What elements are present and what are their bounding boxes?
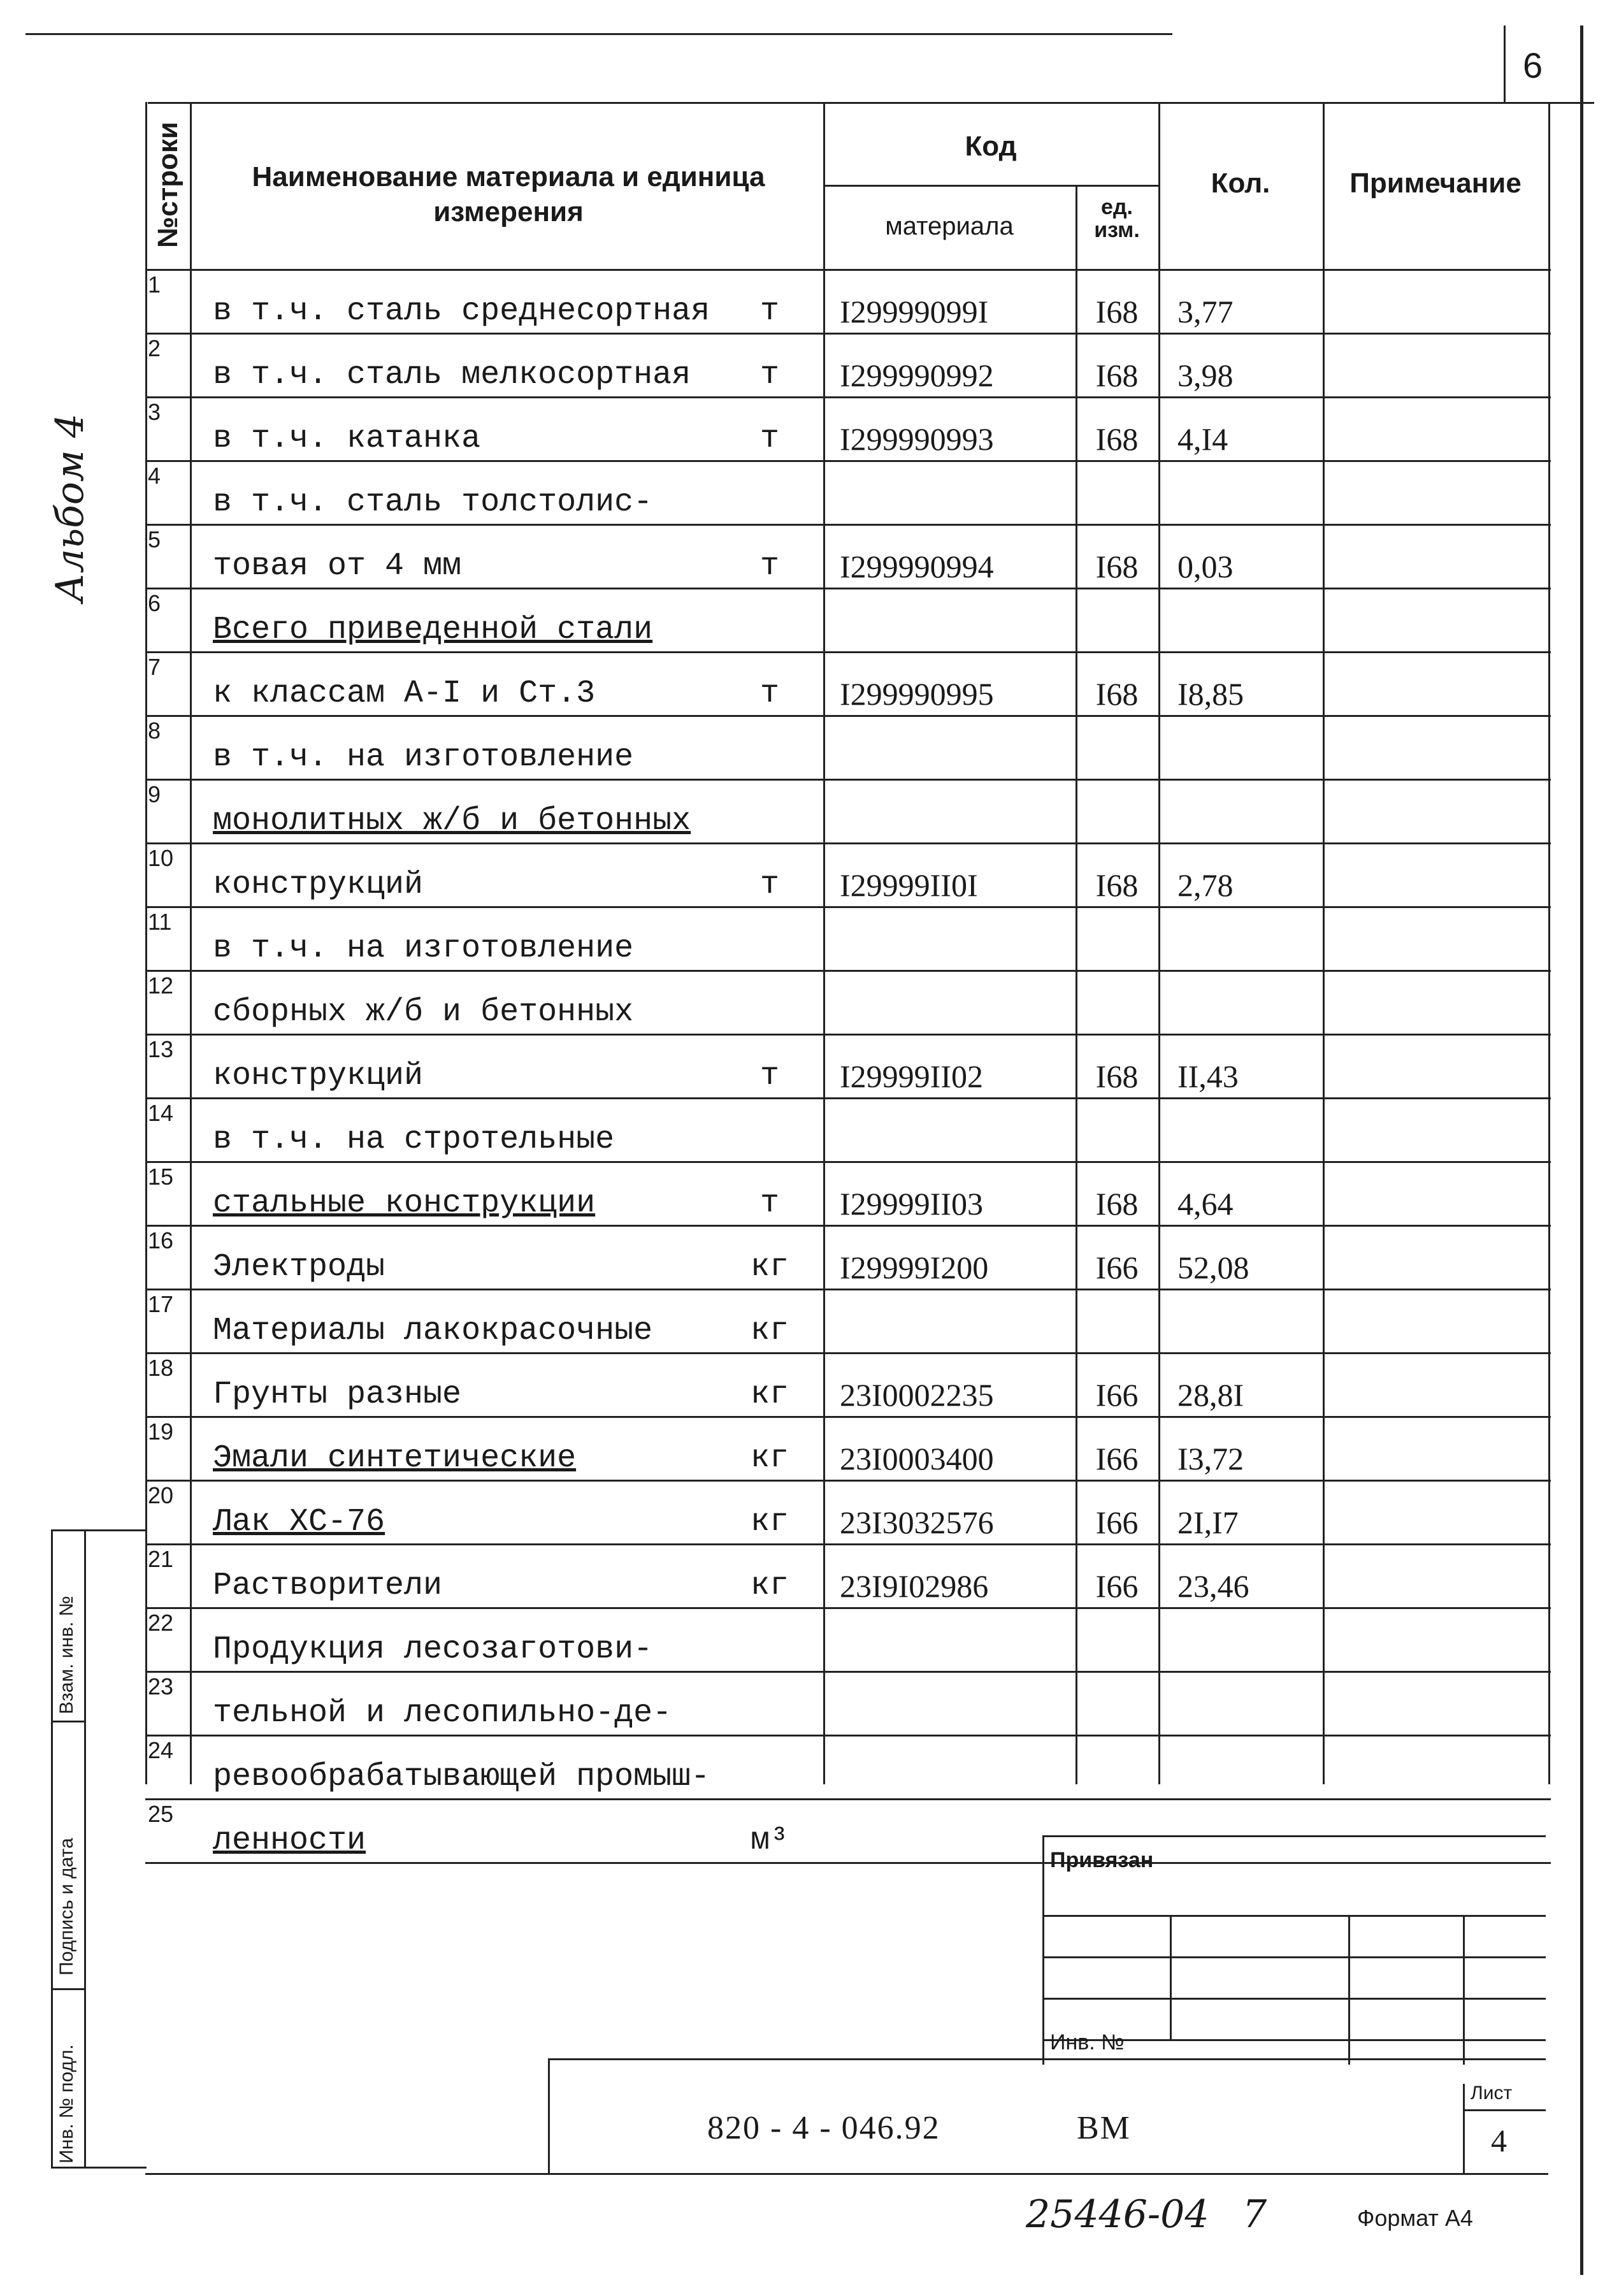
sheet-label: Лист [1471,2083,1513,2104]
table-row [145,588,1551,651]
stamp-inv-no: Инв. № [1050,2030,1125,2054]
row-number: 15 [148,1164,174,1190]
row-name: в т.ч. сталь среднесортная [213,293,710,329]
row-qty: 28,8I [1177,1377,1244,1413]
header-row-no: №строки [152,122,183,248]
row-number: 13 [148,1036,174,1062]
row-name: в т.ч. сталь толстолис- [213,484,653,521]
row-qty: I3,72 [1177,1441,1244,1477]
table-row [145,1352,1551,1416]
row-unit: т [759,357,779,393]
row-name: Лак ХС-76 [213,1504,385,1540]
row-unit: кг [750,1568,789,1604]
row-unit-code: I68 [1095,357,1139,393]
row-code: 23I0003400 [840,1441,994,1477]
header-qty: Кол. [1211,168,1270,199]
side-vzam: Взам. инв. № [56,1596,77,1714]
header-code-unit: ед. изм. [1094,195,1140,242]
row-number: 5 [148,526,161,552]
row-qty: II,43 [1177,1058,1239,1094]
table-row [145,1289,1551,1352]
row-code: 23I0002235 [840,1377,994,1413]
row-unit-code: I66 [1095,1250,1139,1285]
table-row [145,460,1551,524]
row-unit: т [759,1185,779,1222]
row-number: 12 [148,972,174,999]
row-name: Эмали синтетические [213,1440,577,1477]
row-number: 8 [148,718,161,744]
row-code: 23I3032576 [840,1505,994,1540]
row-name: товая от 4 мм [213,548,462,584]
row-unit: кг [750,1249,789,1285]
row-unit-code: I66 [1095,1377,1139,1413]
row-name: Грунты разные [213,1376,462,1413]
row-name: в т.ч. на изготовление [213,930,634,967]
row-qty: 4,64 [1177,1186,1234,1222]
row-number: 3 [148,399,161,425]
row-unit-code: I68 [1095,676,1139,712]
row-code: I29999I200 [840,1250,989,1285]
row-qty: 4,I4 [1177,421,1228,457]
row-qty: I8,85 [1177,676,1244,712]
table-row [145,1225,1551,1289]
row-unit-code: I68 [1095,1058,1139,1094]
row-name: ленности [213,1823,366,1859]
row-unit-code: I66 [1095,1568,1139,1604]
side-stamp-mid [84,1529,86,2167]
row-name: сборных ж/б и бетонных [213,994,634,1030]
footer-handwritten: 25446-04 [1026,2192,1209,2237]
table-row [145,1607,1551,1671]
row-unit: т [759,675,779,712]
header-name: Наименование материала и единица измерения [252,161,765,227]
table-header [145,102,1551,269]
table-row [145,269,1551,333]
row-name: стальные конструкции [213,1185,596,1222]
row-number: 23 [148,1673,174,1700]
table-row [145,906,1551,970]
frame-right-line [1580,25,1583,2275]
row-unit: кг [750,1440,789,1477]
row-code: I299990992 [840,357,994,393]
row-name: в т.ч. сталь мелкосортная [213,357,691,393]
row-unit: кг [750,1504,789,1540]
row-qty: 2,78 [1177,867,1234,903]
row-unit: т [759,293,779,329]
row-unit: т [759,867,779,903]
row-number: 18 [148,1355,174,1381]
table-row [145,779,1551,842]
row-code: I29999II03 [840,1186,983,1222]
row-code: I299990993 [840,421,994,457]
table-row [145,1034,1551,1097]
row-name: в т.ч. катанка [213,421,481,457]
row-number: 20 [148,1482,174,1508]
row-number: 21 [148,1546,174,1572]
table-row [145,1735,1551,1798]
footer-format: Формат А4 [1357,2205,1473,2231]
row-number: 25 [148,1801,174,1827]
table-row [145,1097,1551,1161]
doc-title-block [548,2058,1546,2173]
row-unit-code: I68 [1095,294,1139,329]
row-name: ревообрабатывающей промыш- [213,1759,710,1795]
table-row [145,524,1551,588]
row-code: 23I9I02986 [840,1568,989,1604]
row-qty: 2I,I7 [1177,1505,1239,1540]
row-number: 2 [148,335,161,361]
row-name: Всего приведенной стали [213,612,653,648]
row-code: I29999II0I [840,867,978,903]
row-unit: кг [750,1376,789,1413]
side-inv-podl: Инв. № подл. [56,2044,77,2163]
row-unit-code: I68 [1095,549,1139,584]
row-name: к классам А-I и Ст.3 [213,675,596,712]
row-name: тельной и лесопильно-де- [213,1695,672,1731]
table-row [145,1416,1551,1480]
row-unit: т [759,421,779,457]
row-name: в т.ч. на изготовление [213,739,634,776]
page-number: 6 [1523,45,1543,85]
bottom-frame [145,2173,1548,2175]
table-row [145,396,1551,460]
row-code: I299990995 [840,676,994,712]
table-row [145,333,1551,396]
table-row [145,970,1551,1034]
stamp-block [1042,1835,1546,2065]
side-podpis: Подпись и дата [56,1838,77,1975]
row-qty: 3,98 [1177,357,1234,393]
row-qty: 0,03 [1177,549,1234,584]
row-number: 16 [148,1227,174,1253]
row-number: 17 [148,1291,174,1317]
album-note: Альбом 4 [48,413,92,602]
row-number: 4 [148,463,161,489]
row-qty: 23,46 [1177,1568,1249,1604]
row-number: 14 [148,1100,174,1126]
row-name: конструкций [213,867,424,903]
row-number: 9 [148,781,161,807]
header-code-material: материала [885,212,1014,240]
row-number: 1 [148,271,161,298]
row-unit: кг [750,1313,789,1349]
row-qty: 52,08 [1177,1250,1249,1285]
row-code: I29999099I [840,294,989,329]
row-unit: т [759,548,779,584]
row-number: 19 [148,1419,174,1445]
row-number: 10 [148,845,174,871]
table-row [145,651,1551,715]
row-unit-code: I66 [1095,1441,1139,1477]
footer-copy-no: 7 [1242,2192,1267,2237]
row-number: 7 [148,654,161,680]
table-row [145,1671,1551,1735]
row-name: Продукция лесозаготови- [213,1631,653,1668]
row-name: Материалы лакокрасочные [213,1313,653,1349]
row-unit: м³ [750,1823,789,1859]
row-name: Растворители [213,1568,443,1604]
row-code: I29999II02 [840,1058,983,1094]
row-unit-code: I68 [1095,421,1139,457]
row-code: I299990994 [840,549,994,584]
row-number: 11 [148,909,172,935]
doc-suffix: ВМ [1077,2110,1131,2146]
row-unit-code: I66 [1095,1505,1139,1540]
doc-code: 820 - 4 - 046.92 [707,2110,940,2146]
side-stamp-left [51,1529,53,2167]
stamp-privyazan: Привязан [1050,1848,1154,1872]
header-code: Код [965,131,1017,162]
row-unit: т [759,1058,779,1094]
row-name: Электроды [213,1249,385,1285]
row-name: монолитных ж/б и бетонных [213,803,691,839]
row-number: 6 [148,590,161,616]
top-border [25,33,1172,35]
row-unit-code: I68 [1095,1186,1139,1222]
header-note: Примечание [1349,168,1522,199]
table-row [145,715,1551,779]
page-number-box-line [1504,25,1506,103]
row-qty: 3,77 [1177,294,1234,329]
table-row [145,1161,1551,1225]
sheet-number: 4 [1491,2123,1507,2158]
row-name: конструкций [213,1058,424,1094]
table-row [145,842,1551,906]
row-number: 22 [148,1610,174,1636]
row-unit-code: I68 [1095,867,1139,903]
row-name: в т.ч. на стротельные [213,1122,615,1158]
row-number: 24 [148,1737,174,1763]
table-row [145,1480,1551,1543]
table-row [145,1543,1551,1607]
